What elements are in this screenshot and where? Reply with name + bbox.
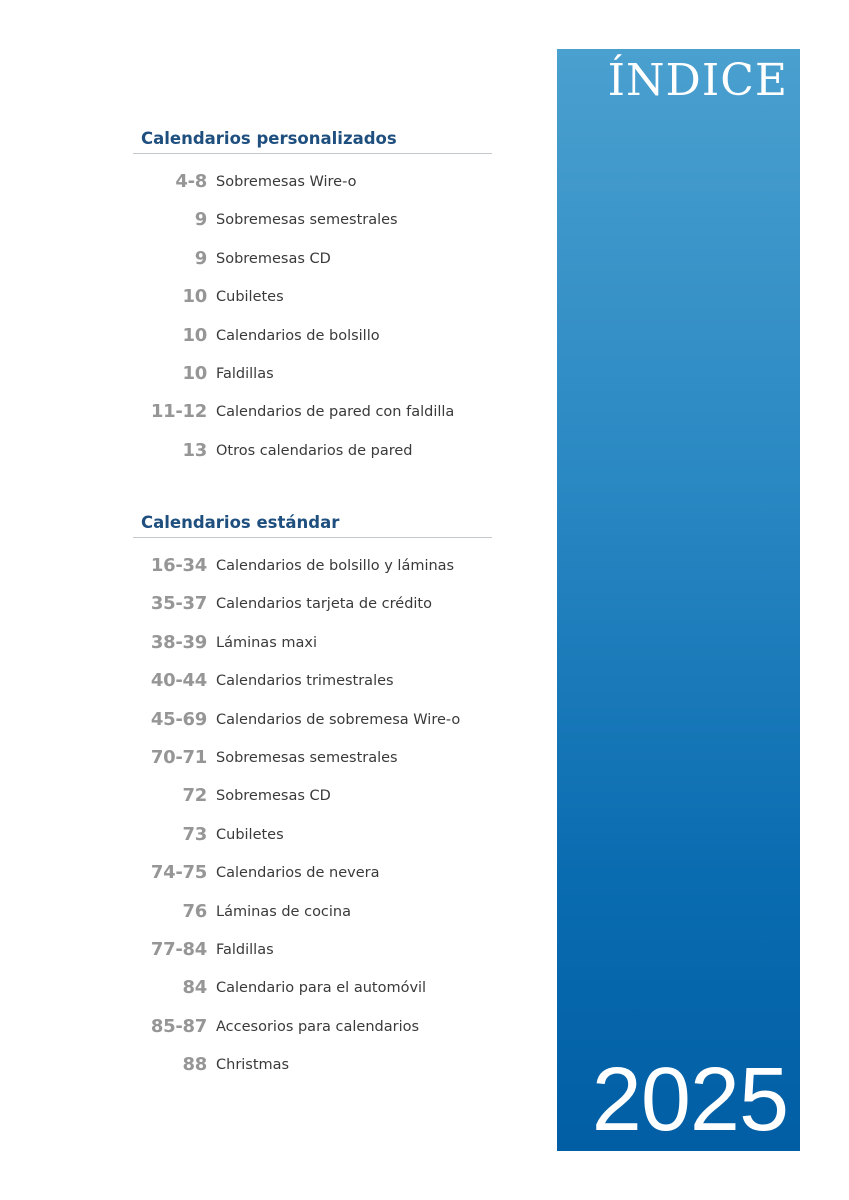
page-range: 10	[182, 286, 207, 308]
entry-label: Cubiletes	[216, 289, 284, 306]
entry-label: Sobremesas semestrales	[216, 750, 398, 766]
page-range: 40-44	[150, 670, 207, 692]
page-range: 70-71	[150, 747, 207, 768]
toc-entry	[133, 169, 493, 195]
index-title: ÍNDICE	[607, 55, 788, 106]
page-range: 88	[182, 1054, 207, 1076]
toc-entry	[133, 975, 493, 1001]
toc-entry	[133, 937, 493, 963]
entry-label: Christmas	[216, 1057, 290, 1074]
toc-entry	[133, 246, 493, 272]
section-title: Calendarios estándar	[141, 513, 340, 532]
entry-label: Láminas de cocina	[216, 903, 352, 920]
page-range: 11-12	[150, 401, 207, 423]
page-range: 77-84	[150, 939, 207, 960]
entry-label: Calendario para el automóvil	[216, 980, 427, 997]
page-range: 74-75	[150, 862, 207, 884]
toc-entry	[133, 323, 493, 349]
entry-label: Calendarios de sobremesa Wire-o	[216, 711, 461, 728]
page-range: 73	[182, 823, 207, 845]
page-range: 45-69	[150, 708, 207, 730]
page-range: 9	[194, 247, 207, 269]
section-divider	[133, 153, 492, 154]
entry-label: Sobremesas Wire-o	[216, 174, 357, 190]
toc-entry	[133, 668, 493, 694]
entry-label: Calendarios de nevera	[216, 865, 380, 882]
page-range: 10	[182, 324, 207, 346]
toc-entry	[133, 591, 493, 617]
section-personalizados	[133, 128, 492, 154]
entry-label: Faldillas	[216, 366, 274, 382]
toc-entry	[133, 553, 493, 579]
year-label: 2025	[591, 1050, 788, 1150]
cover-panel	[557, 49, 800, 1151]
toc-entry	[133, 860, 493, 886]
page-range: 84	[182, 977, 207, 999]
entry-label: Calendarios de pared con faldilla	[216, 404, 455, 421]
section-title: Calendarios personalizados	[141, 129, 397, 148]
page-range: 9	[194, 209, 207, 231]
toc-entry	[133, 399, 493, 425]
toc-entry	[133, 745, 493, 771]
toc-entry	[133, 899, 493, 925]
entry-label: Calendarios tarjeta de crédito	[216, 596, 432, 613]
page-range: 76	[182, 900, 207, 922]
entry-label: Sobremesas CD	[216, 788, 331, 805]
toc-entry	[133, 707, 493, 733]
toc-entry	[133, 438, 493, 464]
page-range: 35-37	[150, 593, 207, 615]
entry-label: Calendarios trimestrales	[216, 673, 394, 690]
page-range: 85-87	[150, 1015, 207, 1037]
page-range: 16-34	[150, 555, 207, 576]
page-range: 4-8	[175, 171, 207, 192]
entry-label: Sobremesas CD	[216, 250, 331, 267]
entry-label: Cubiletes	[216, 826, 284, 843]
section-divider	[133, 537, 492, 538]
entry-label: Calendarios de bolsillo y láminas	[216, 558, 455, 574]
toc-entry	[133, 1014, 493, 1040]
toc-entry	[133, 783, 493, 809]
entry-label: Láminas maxi	[216, 634, 317, 651]
toc-entry	[133, 630, 493, 656]
entry-label: Faldillas	[216, 942, 274, 958]
page-range: 38-39	[150, 631, 207, 653]
toc-entry	[133, 207, 493, 233]
entry-label: Accesorios para calendarios	[216, 1018, 420, 1035]
entry-label: Otros calendarios de pared	[216, 442, 413, 459]
toc-entry	[133, 284, 493, 310]
entry-label: Calendarios de bolsillo	[216, 327, 380, 344]
page-range: 72	[182, 785, 207, 807]
section-estandar	[133, 512, 492, 538]
toc-entry	[133, 361, 493, 387]
toc-entry	[133, 1052, 493, 1078]
page-range: 13	[182, 439, 207, 461]
entry-label: Sobremesas semestrales	[216, 212, 398, 229]
page-range: 10	[182, 363, 207, 384]
toc-entry	[133, 822, 493, 848]
